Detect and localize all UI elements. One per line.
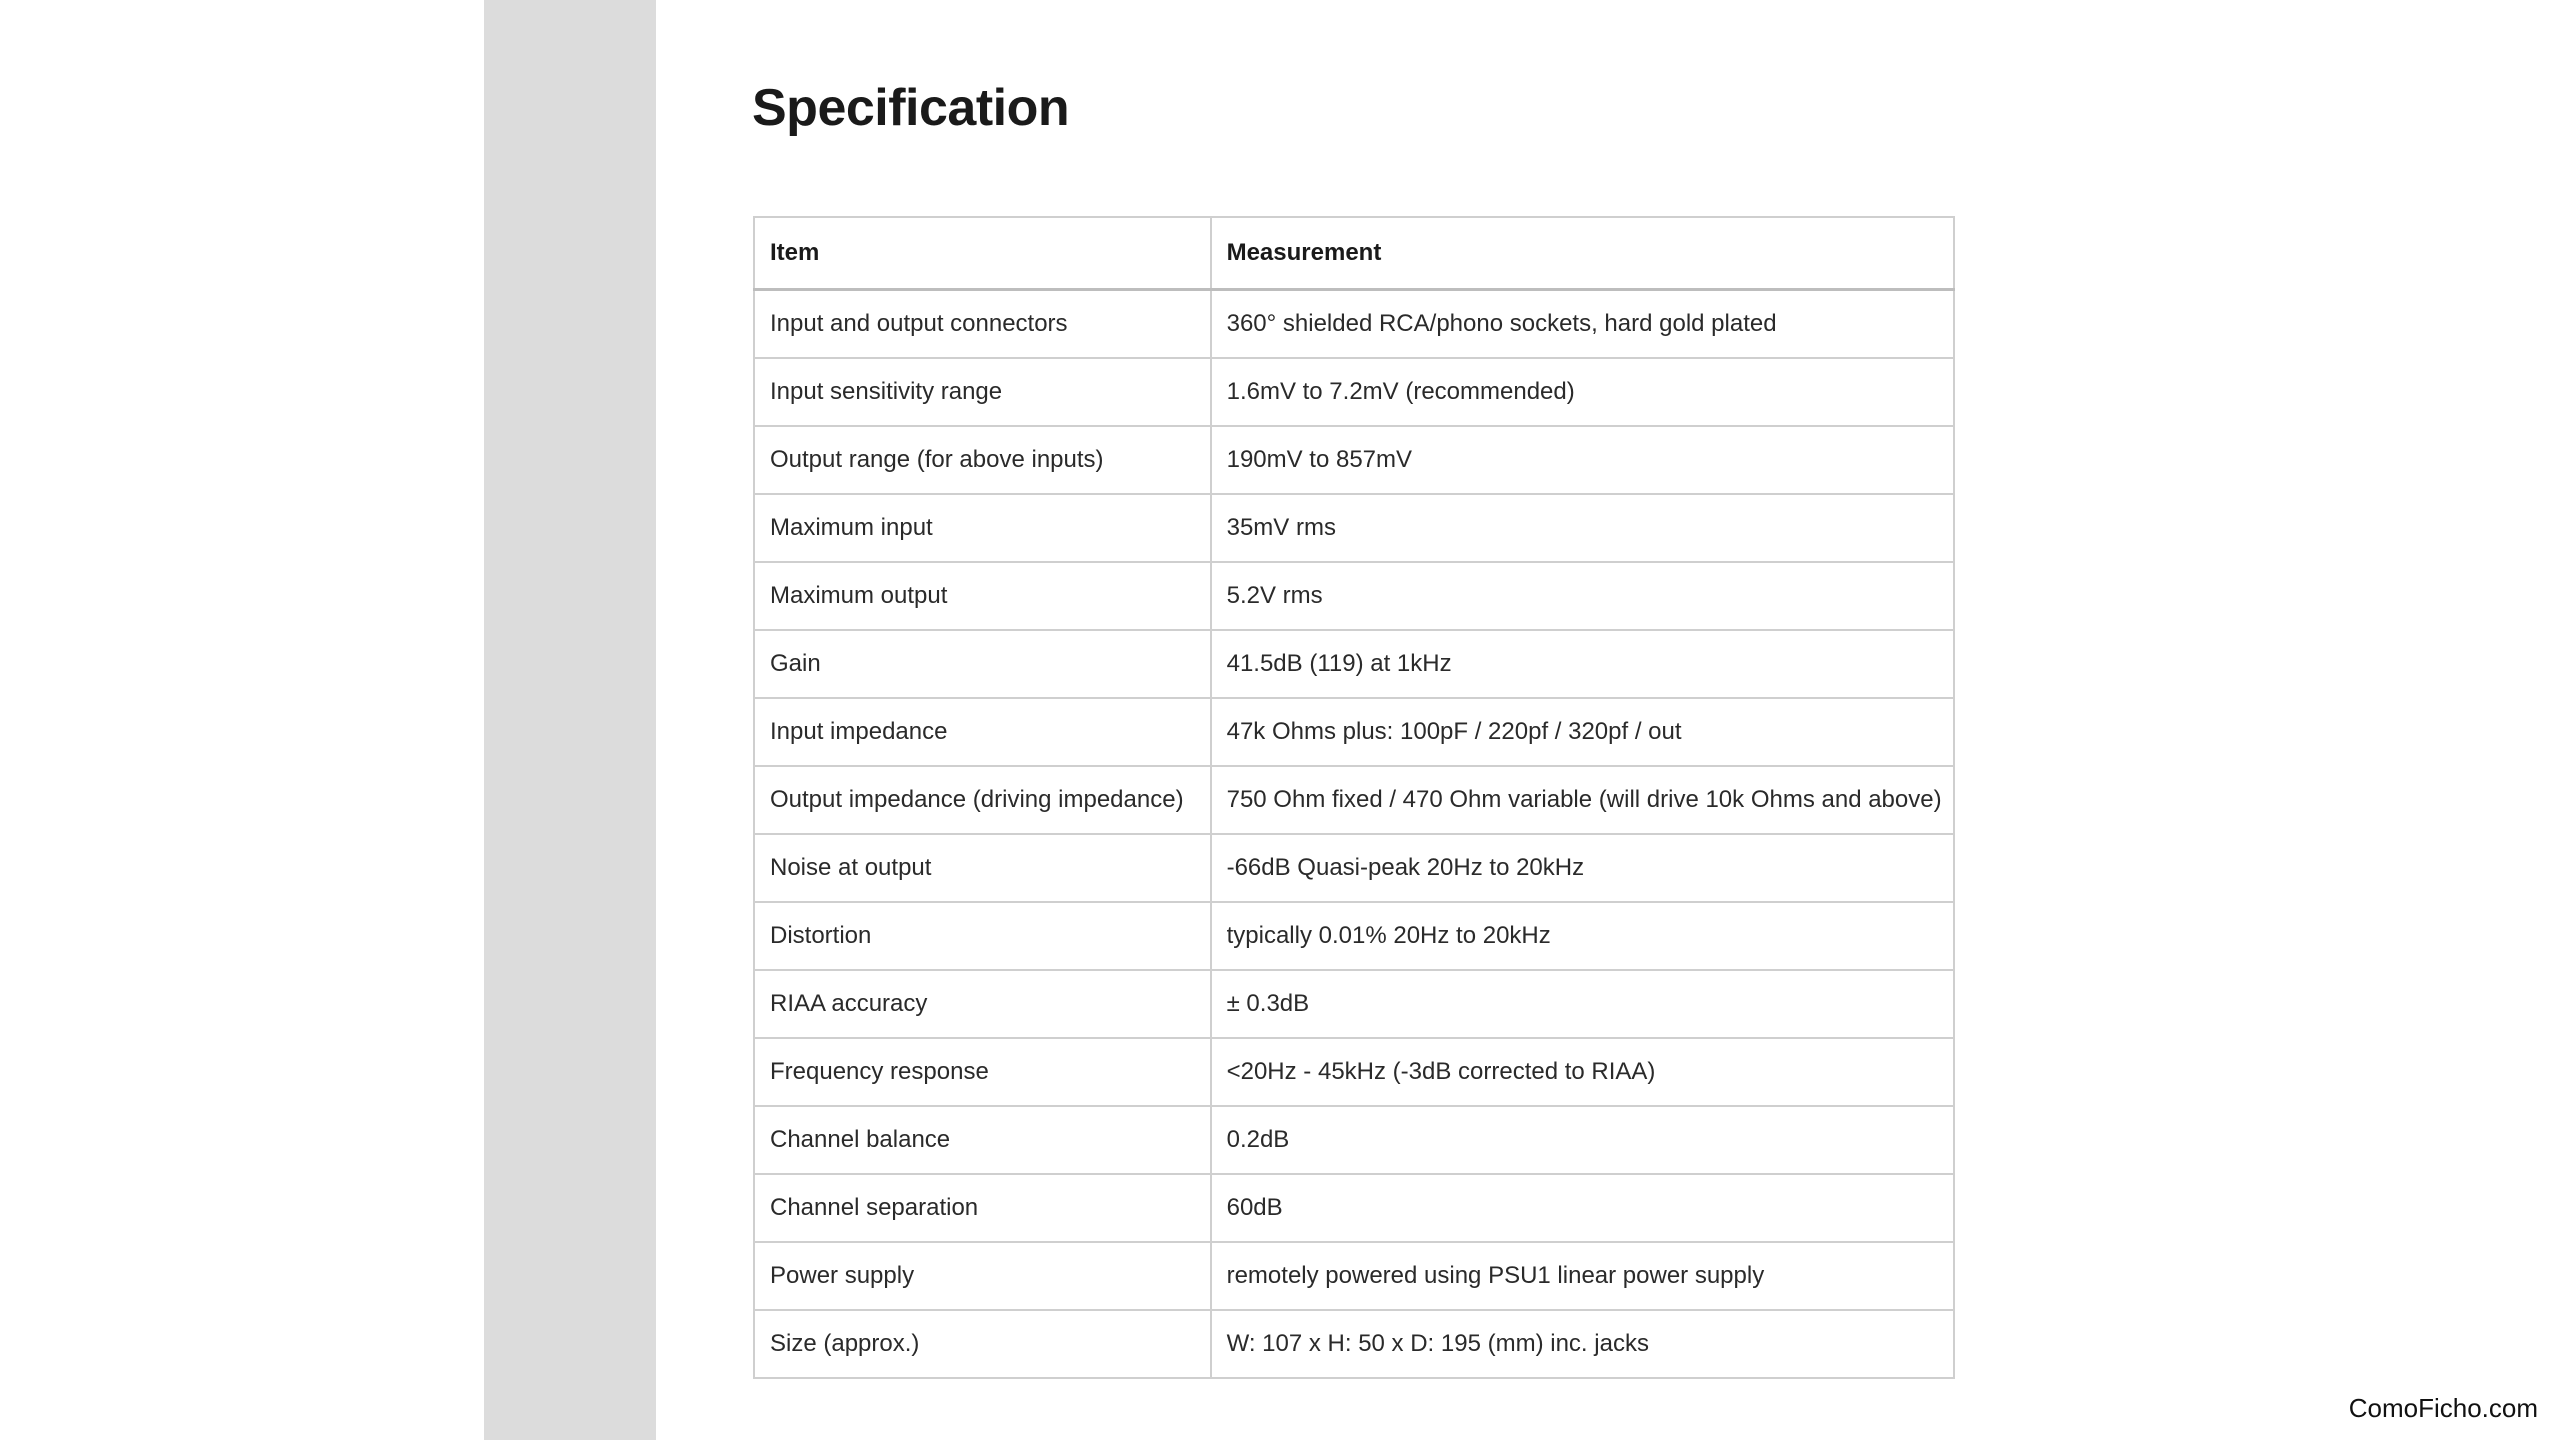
measurement-cell: <20Hz - 45kHz (-3dB corrected to RIAA) [1211, 1038, 1954, 1106]
measurement-cell: 190mV to 857mV [1211, 426, 1954, 494]
item-cell: Input and output connectors [754, 290, 1211, 359]
measurement-cell: 5.2V rms [1211, 562, 1954, 630]
table-row [754, 426, 1954, 494]
table-row [754, 834, 1954, 902]
measurement-cell: 41.5dB (119) at 1kHz [1211, 630, 1954, 698]
item-cell: Distortion [754, 902, 1211, 970]
table-row [754, 970, 1954, 1038]
table-header-row [754, 217, 1954, 290]
measurement-cell: 47k Ohms plus: 100pF / 220pf / 320pf / out [1211, 698, 1954, 766]
table-row [754, 494, 1954, 562]
item-cell: Maximum output [754, 562, 1211, 630]
table-row [754, 1106, 1954, 1174]
watermark-text: ComoFicho.com [2348, 1393, 2538, 1423]
measurement-cell: 35mV rms [1211, 494, 1954, 562]
table-row [754, 630, 1954, 698]
table-row [754, 766, 1954, 834]
column-header-measurement: Measurement [1211, 217, 1954, 290]
item-cell: Output range (for above inputs) [754, 426, 1211, 494]
measurement-cell: W: 107 x H: 50 x D: 195 (mm) inc. jacks [1211, 1310, 1954, 1378]
table-row [754, 1174, 1954, 1242]
specification-table [753, 216, 1955, 1379]
table-row [754, 290, 1954, 359]
item-cell: Input impedance [754, 698, 1211, 766]
table-row [754, 698, 1954, 766]
item-cell: Output impedance (driving impedance) [754, 766, 1211, 834]
item-cell: Noise at output [754, 834, 1211, 902]
measurement-cell: ± 0.3dB [1211, 970, 1954, 1038]
item-cell: Channel balance [754, 1106, 1211, 1174]
measurement-cell: 0.2dB [1211, 1106, 1954, 1174]
item-cell: Gain [754, 630, 1211, 698]
table-row [754, 562, 1954, 630]
column-header-item: Item [754, 217, 1211, 290]
item-cell: Power supply [754, 1242, 1211, 1310]
measurement-cell: 750 Ohm fixed / 470 Ohm variable (will drive 10k Ohms and above) [1211, 766, 1954, 834]
item-cell: Input sensitivity range [754, 358, 1211, 426]
item-cell: Channel separation [754, 1174, 1211, 1242]
item-cell: Maximum input [754, 494, 1211, 562]
left-gray-band [484, 0, 656, 1440]
item-cell: Size (approx.) [754, 1310, 1211, 1378]
table-row [754, 358, 1954, 426]
measurement-cell: 60dB [1211, 1174, 1954, 1242]
table-row [754, 1242, 1954, 1310]
table-row [754, 902, 1954, 970]
table-row [754, 1310, 1954, 1378]
page-title: Specification [752, 79, 1070, 137]
measurement-cell: 1.6mV to 7.2mV (recommended) [1211, 358, 1954, 426]
measurement-cell: 360° shielded RCA/phono sockets, hard gold plated [1211, 290, 1954, 359]
measurement-cell: remotely powered using PSU1 linear power supply [1211, 1242, 1954, 1310]
item-cell: Frequency response [754, 1038, 1211, 1106]
measurement-cell: typically 0.01% 20Hz to 20kHz [1211, 902, 1954, 970]
table-row [754, 1038, 1954, 1106]
measurement-cell: -66dB Quasi-peak 20Hz to 20kHz [1211, 834, 1954, 902]
item-cell: RIAA accuracy [754, 970, 1211, 1038]
